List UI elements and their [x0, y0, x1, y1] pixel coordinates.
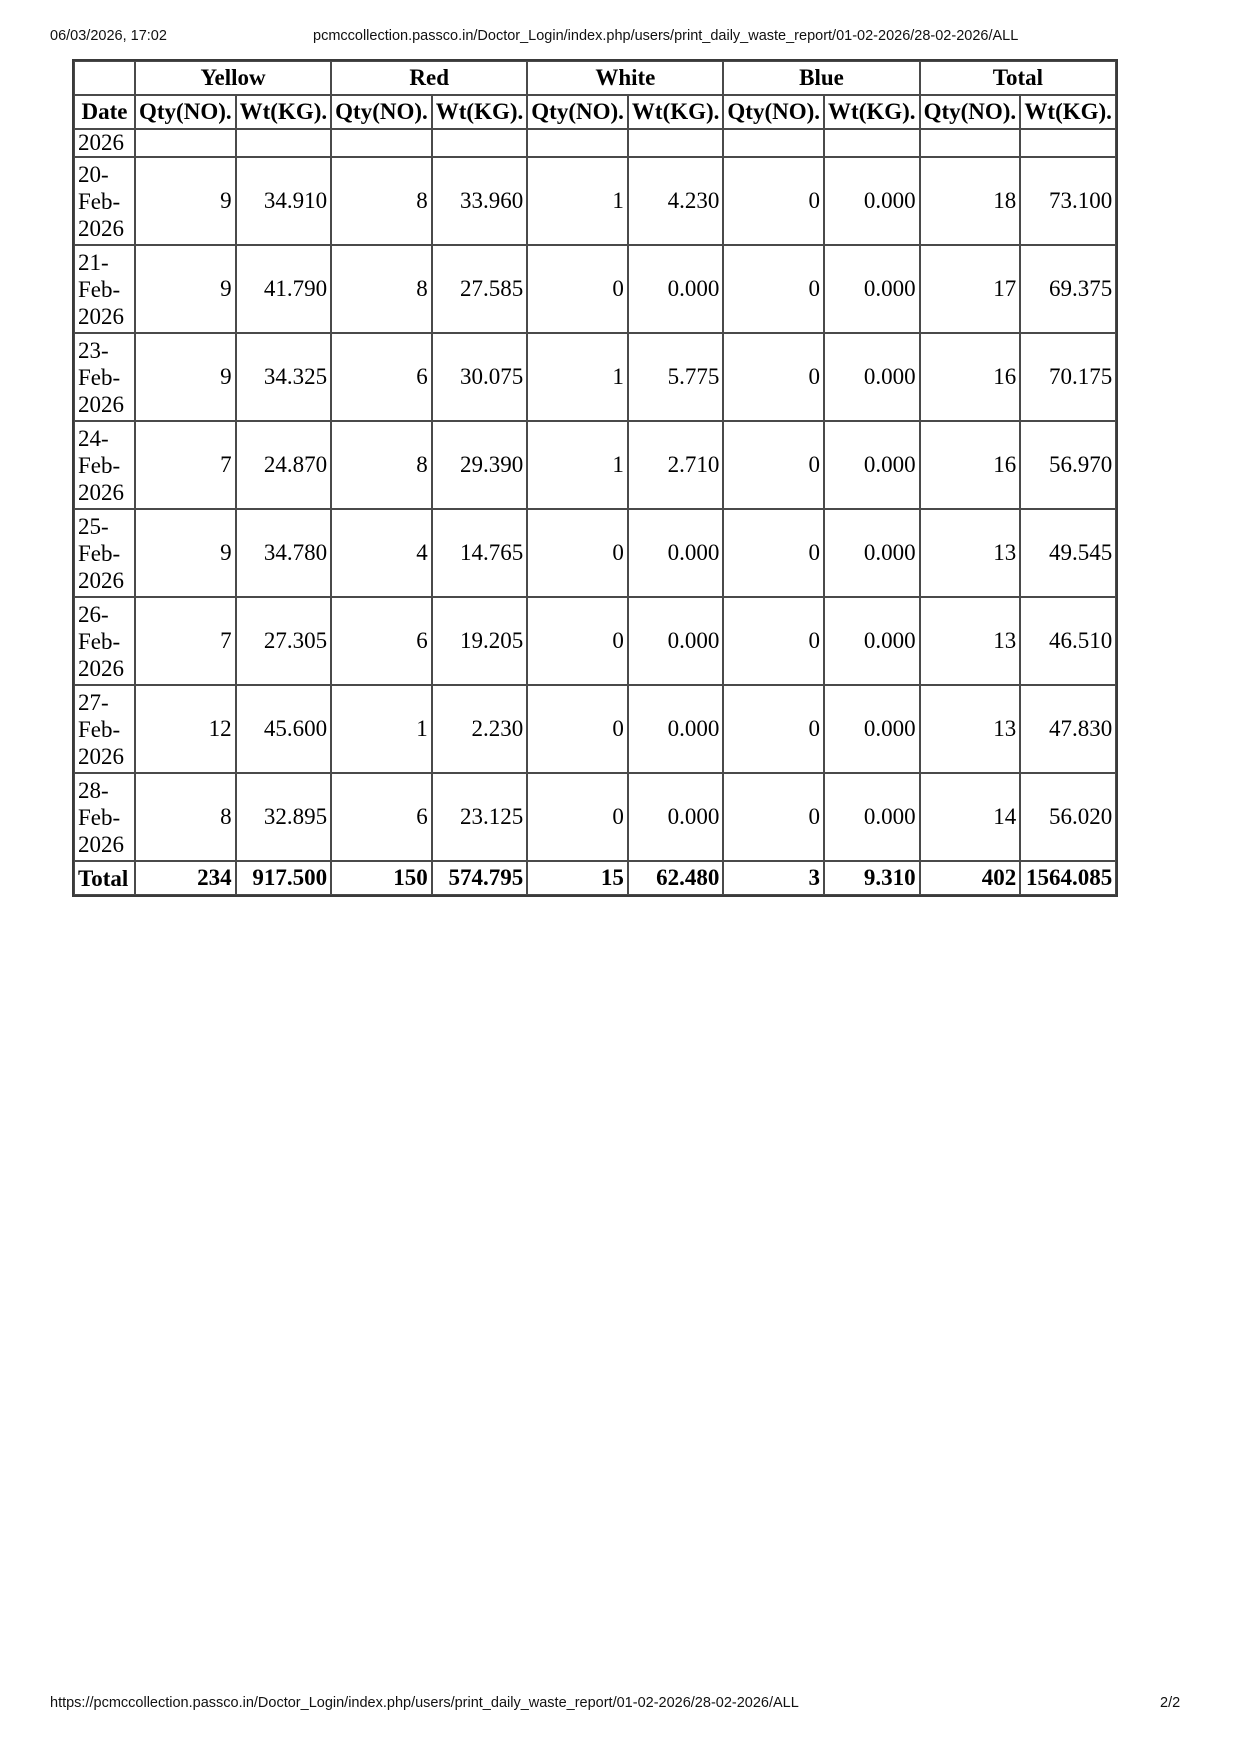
table-row-partial: [74, 129, 1116, 157]
red-qty-cell: 8: [331, 421, 432, 509]
yellow-wt-cell: 32.895: [236, 773, 332, 861]
table-row: [74, 421, 1116, 509]
date-cell: [74, 245, 135, 333]
column-header-total-wt: Wt(KG).: [1020, 95, 1116, 129]
white-qty-cell: 1: [527, 157, 628, 245]
yellow-wt-cell: 34.780: [236, 509, 332, 597]
empty-cell: [527, 129, 628, 157]
group-header-white: White: [527, 61, 723, 95]
date-cell: [74, 157, 135, 245]
empty-cell: [628, 129, 724, 157]
total-yellow-wt: 917.500: [236, 861, 332, 895]
table-row: [74, 245, 1116, 333]
column-header-yellow-qty: Qty(NO).: [135, 95, 236, 129]
column-header-yellow-wt: Wt(KG).: [236, 95, 332, 129]
group-header-yellow: Yellow: [135, 61, 331, 95]
date-cell: [74, 597, 135, 685]
white-qty-cell: 0: [527, 509, 628, 597]
total-qty-cell: 16: [920, 421, 1021, 509]
white-wt-cell: 0.000: [628, 685, 724, 773]
white-wt-cell: 0.000: [628, 509, 724, 597]
red-qty-cell: 6: [331, 597, 432, 685]
red-wt-cell: 30.075: [432, 333, 528, 421]
group-header-red: Red: [331, 61, 527, 95]
total-white-wt: 62.480: [628, 861, 724, 895]
empty-cell: [920, 129, 1021, 157]
total-qty-cell: 13: [920, 509, 1021, 597]
white-qty-cell: 0: [527, 245, 628, 333]
total-label: Total: [74, 861, 135, 895]
yellow-qty-cell: 7: [135, 597, 236, 685]
total-row: [74, 861, 1116, 895]
page-number: 2/2: [1160, 1695, 1181, 1711]
empty-cell: [135, 129, 236, 157]
white-wt-cell: 2.710: [628, 421, 724, 509]
empty-cell: [331, 129, 432, 157]
table-row: [74, 597, 1116, 685]
red-qty-cell: 8: [331, 157, 432, 245]
column-header-white-wt: Wt(KG).: [628, 95, 724, 129]
white-qty-cell: 1: [527, 421, 628, 509]
total-blue-wt: 9.310: [824, 861, 920, 895]
total-qty-cell: 16: [920, 333, 1021, 421]
empty-cell: [824, 129, 920, 157]
yellow-qty-cell: 8: [135, 773, 236, 861]
date-part: 21-: [78, 249, 109, 275]
yellow-wt-cell: 41.790: [236, 245, 332, 333]
blue-wt-cell: 0.000: [824, 773, 920, 861]
yellow-qty-cell: 12: [135, 685, 236, 773]
red-wt-cell: 23.125: [432, 773, 528, 861]
yellow-qty-cell: 9: [135, 333, 236, 421]
empty-cell: [236, 129, 332, 157]
date-part: 24-: [78, 425, 109, 451]
table-row: [74, 773, 1116, 861]
blue-qty-cell: 0: [723, 509, 824, 597]
white-qty-cell: 0: [527, 685, 628, 773]
total-qty-cell: 13: [920, 685, 1021, 773]
blue-qty-cell: 0: [723, 421, 824, 509]
blue-qty-cell: 0: [723, 685, 824, 773]
date-cell: [74, 421, 135, 509]
date-cell: 2026: [74, 129, 135, 157]
yellow-wt-cell: 27.305: [236, 597, 332, 685]
blue-qty-cell: 0: [723, 597, 824, 685]
yellow-qty-cell: 9: [135, 245, 236, 333]
red-qty-cell: 1: [331, 685, 432, 773]
column-header-total-qty: Qty(NO).: [920, 95, 1021, 129]
total-wt-cell: 73.100: [1020, 157, 1116, 245]
date-cell: [74, 685, 135, 773]
table-row: [74, 685, 1116, 773]
yellow-wt-cell: 24.870: [236, 421, 332, 509]
date-part: Feb-: [78, 452, 121, 478]
red-qty-cell: 4: [331, 509, 432, 597]
total-qty-cell: 14: [920, 773, 1021, 861]
white-wt-cell: 0.000: [628, 245, 724, 333]
total-red-qty: 150: [331, 861, 432, 895]
empty-cell: [432, 129, 528, 157]
total-qty-cell: 18: [920, 157, 1021, 245]
total-yellow-qty: 234: [135, 861, 236, 895]
column-header-row: [74, 95, 1116, 129]
blue-wt-cell: 0.000: [824, 245, 920, 333]
date-part: 28-: [78, 777, 109, 803]
red-wt-cell: 14.765: [432, 509, 528, 597]
column-header-red-wt: Wt(KG).: [432, 95, 528, 129]
print-page-title: pcmccollection.passco.in/Doctor_Login/index.php/users/print_daily_waste_report/01-02-2026/28-02-2026/ALL: [313, 28, 1019, 44]
blue-wt-cell: 0.000: [824, 421, 920, 509]
date-part: Feb-: [78, 364, 121, 390]
yellow-wt-cell: 34.910: [236, 157, 332, 245]
date-part: 2026: [78, 831, 124, 857]
white-qty-cell: 1: [527, 333, 628, 421]
blue-wt-cell: 0.000: [824, 333, 920, 421]
column-header-blue-wt: Wt(KG).: [824, 95, 920, 129]
white-wt-cell: 0.000: [628, 597, 724, 685]
blue-wt-cell: 0.000: [824, 509, 920, 597]
white-qty-cell: 0: [527, 773, 628, 861]
date-cell: [74, 773, 135, 861]
yellow-wt-cell: 45.600: [236, 685, 332, 773]
total-wt-cell: 46.510: [1020, 597, 1116, 685]
total-wt-cell: 56.970: [1020, 421, 1116, 509]
red-qty-cell: 6: [331, 773, 432, 861]
white-wt-cell: 5.775: [628, 333, 724, 421]
red-wt-cell: 29.390: [432, 421, 528, 509]
date-part: Feb-: [78, 804, 121, 830]
yellow-qty-cell: 9: [135, 157, 236, 245]
date-part: 26-: [78, 601, 109, 627]
total-blue-qty: 3: [723, 861, 824, 895]
white-qty-cell: 0: [527, 597, 628, 685]
total-qty-cell: 13: [920, 597, 1021, 685]
date-cell: [74, 333, 135, 421]
date-part: Feb-: [78, 188, 121, 214]
group-header-blue: Blue: [723, 61, 919, 95]
print-footer-url: https://pcmccollection.passco.in/Doctor_Login/index.php/users/print_daily_waste_report/01-02-2026/28-02-2026/ALL: [50, 1695, 799, 1711]
yellow-qty-cell: 9: [135, 509, 236, 597]
group-header-empty: [74, 61, 135, 95]
column-header-white-qty: Qty(NO).: [527, 95, 628, 129]
blue-qty-cell: 0: [723, 157, 824, 245]
total-wt-cell: 69.375: [1020, 245, 1116, 333]
total-wt-cell: 49.545: [1020, 509, 1116, 597]
white-wt-cell: 4.230: [628, 157, 724, 245]
total-total-wt: 1564.085: [1020, 861, 1116, 895]
date-part: Feb-: [78, 628, 121, 654]
column-header-blue-qty: Qty(NO).: [723, 95, 824, 129]
yellow-qty-cell: 7: [135, 421, 236, 509]
date-part: 2026: [78, 391, 124, 417]
empty-cell: [1020, 129, 1116, 157]
group-header-row: [74, 61, 1116, 95]
date-part: 2026: [78, 303, 124, 329]
column-header-date: Date: [74, 95, 135, 129]
daily-waste-report-table: [72, 59, 1118, 897]
print-header: [0, 28, 1241, 48]
blue-wt-cell: 0.000: [824, 685, 920, 773]
table-row: [74, 509, 1116, 597]
blue-wt-cell: 0.000: [824, 157, 920, 245]
total-wt-cell: 70.175: [1020, 333, 1116, 421]
date-part: 2026: [78, 567, 124, 593]
total-wt-cell: 56.020: [1020, 773, 1116, 861]
blue-qty-cell: 0: [723, 773, 824, 861]
yellow-wt-cell: 34.325: [236, 333, 332, 421]
blue-qty-cell: 0: [723, 245, 824, 333]
total-qty-cell: 17: [920, 245, 1021, 333]
date-part: Feb-: [78, 540, 121, 566]
total-white-qty: 15: [527, 861, 628, 895]
red-wt-cell: 33.960: [432, 157, 528, 245]
date-part: 25-: [78, 513, 109, 539]
date-part: 2026: [78, 479, 124, 505]
red-qty-cell: 8: [331, 245, 432, 333]
date-part: 2026: [78, 743, 124, 769]
date-part: 23-: [78, 337, 109, 363]
total-red-wt: 574.795: [432, 861, 528, 895]
print-footer: [0, 1695, 1241, 1715]
group-header-total: Total: [920, 61, 1117, 95]
date-part: 20-: [78, 161, 109, 187]
white-wt-cell: 0.000: [628, 773, 724, 861]
date-cell: [74, 509, 135, 597]
date-part: Feb-: [78, 276, 121, 302]
empty-cell: [723, 129, 824, 157]
red-wt-cell: 19.205: [432, 597, 528, 685]
date-part: 27-: [78, 689, 109, 715]
total-total-qty: 402: [920, 861, 1021, 895]
red-qty-cell: 6: [331, 333, 432, 421]
blue-qty-cell: 0: [723, 333, 824, 421]
date-part: 2026: [78, 215, 124, 241]
red-wt-cell: 27.585: [432, 245, 528, 333]
print-timestamp: 06/03/2026, 17:02: [50, 28, 167, 44]
red-wt-cell: 2.230: [432, 685, 528, 773]
date-part: 2026: [78, 655, 124, 681]
table-row: [74, 333, 1116, 421]
total-wt-cell: 47.830: [1020, 685, 1116, 773]
blue-wt-cell: 0.000: [824, 597, 920, 685]
date-part: Feb-: [78, 716, 121, 742]
table-row: [74, 157, 1116, 245]
column-header-red-qty: Qty(NO).: [331, 95, 432, 129]
